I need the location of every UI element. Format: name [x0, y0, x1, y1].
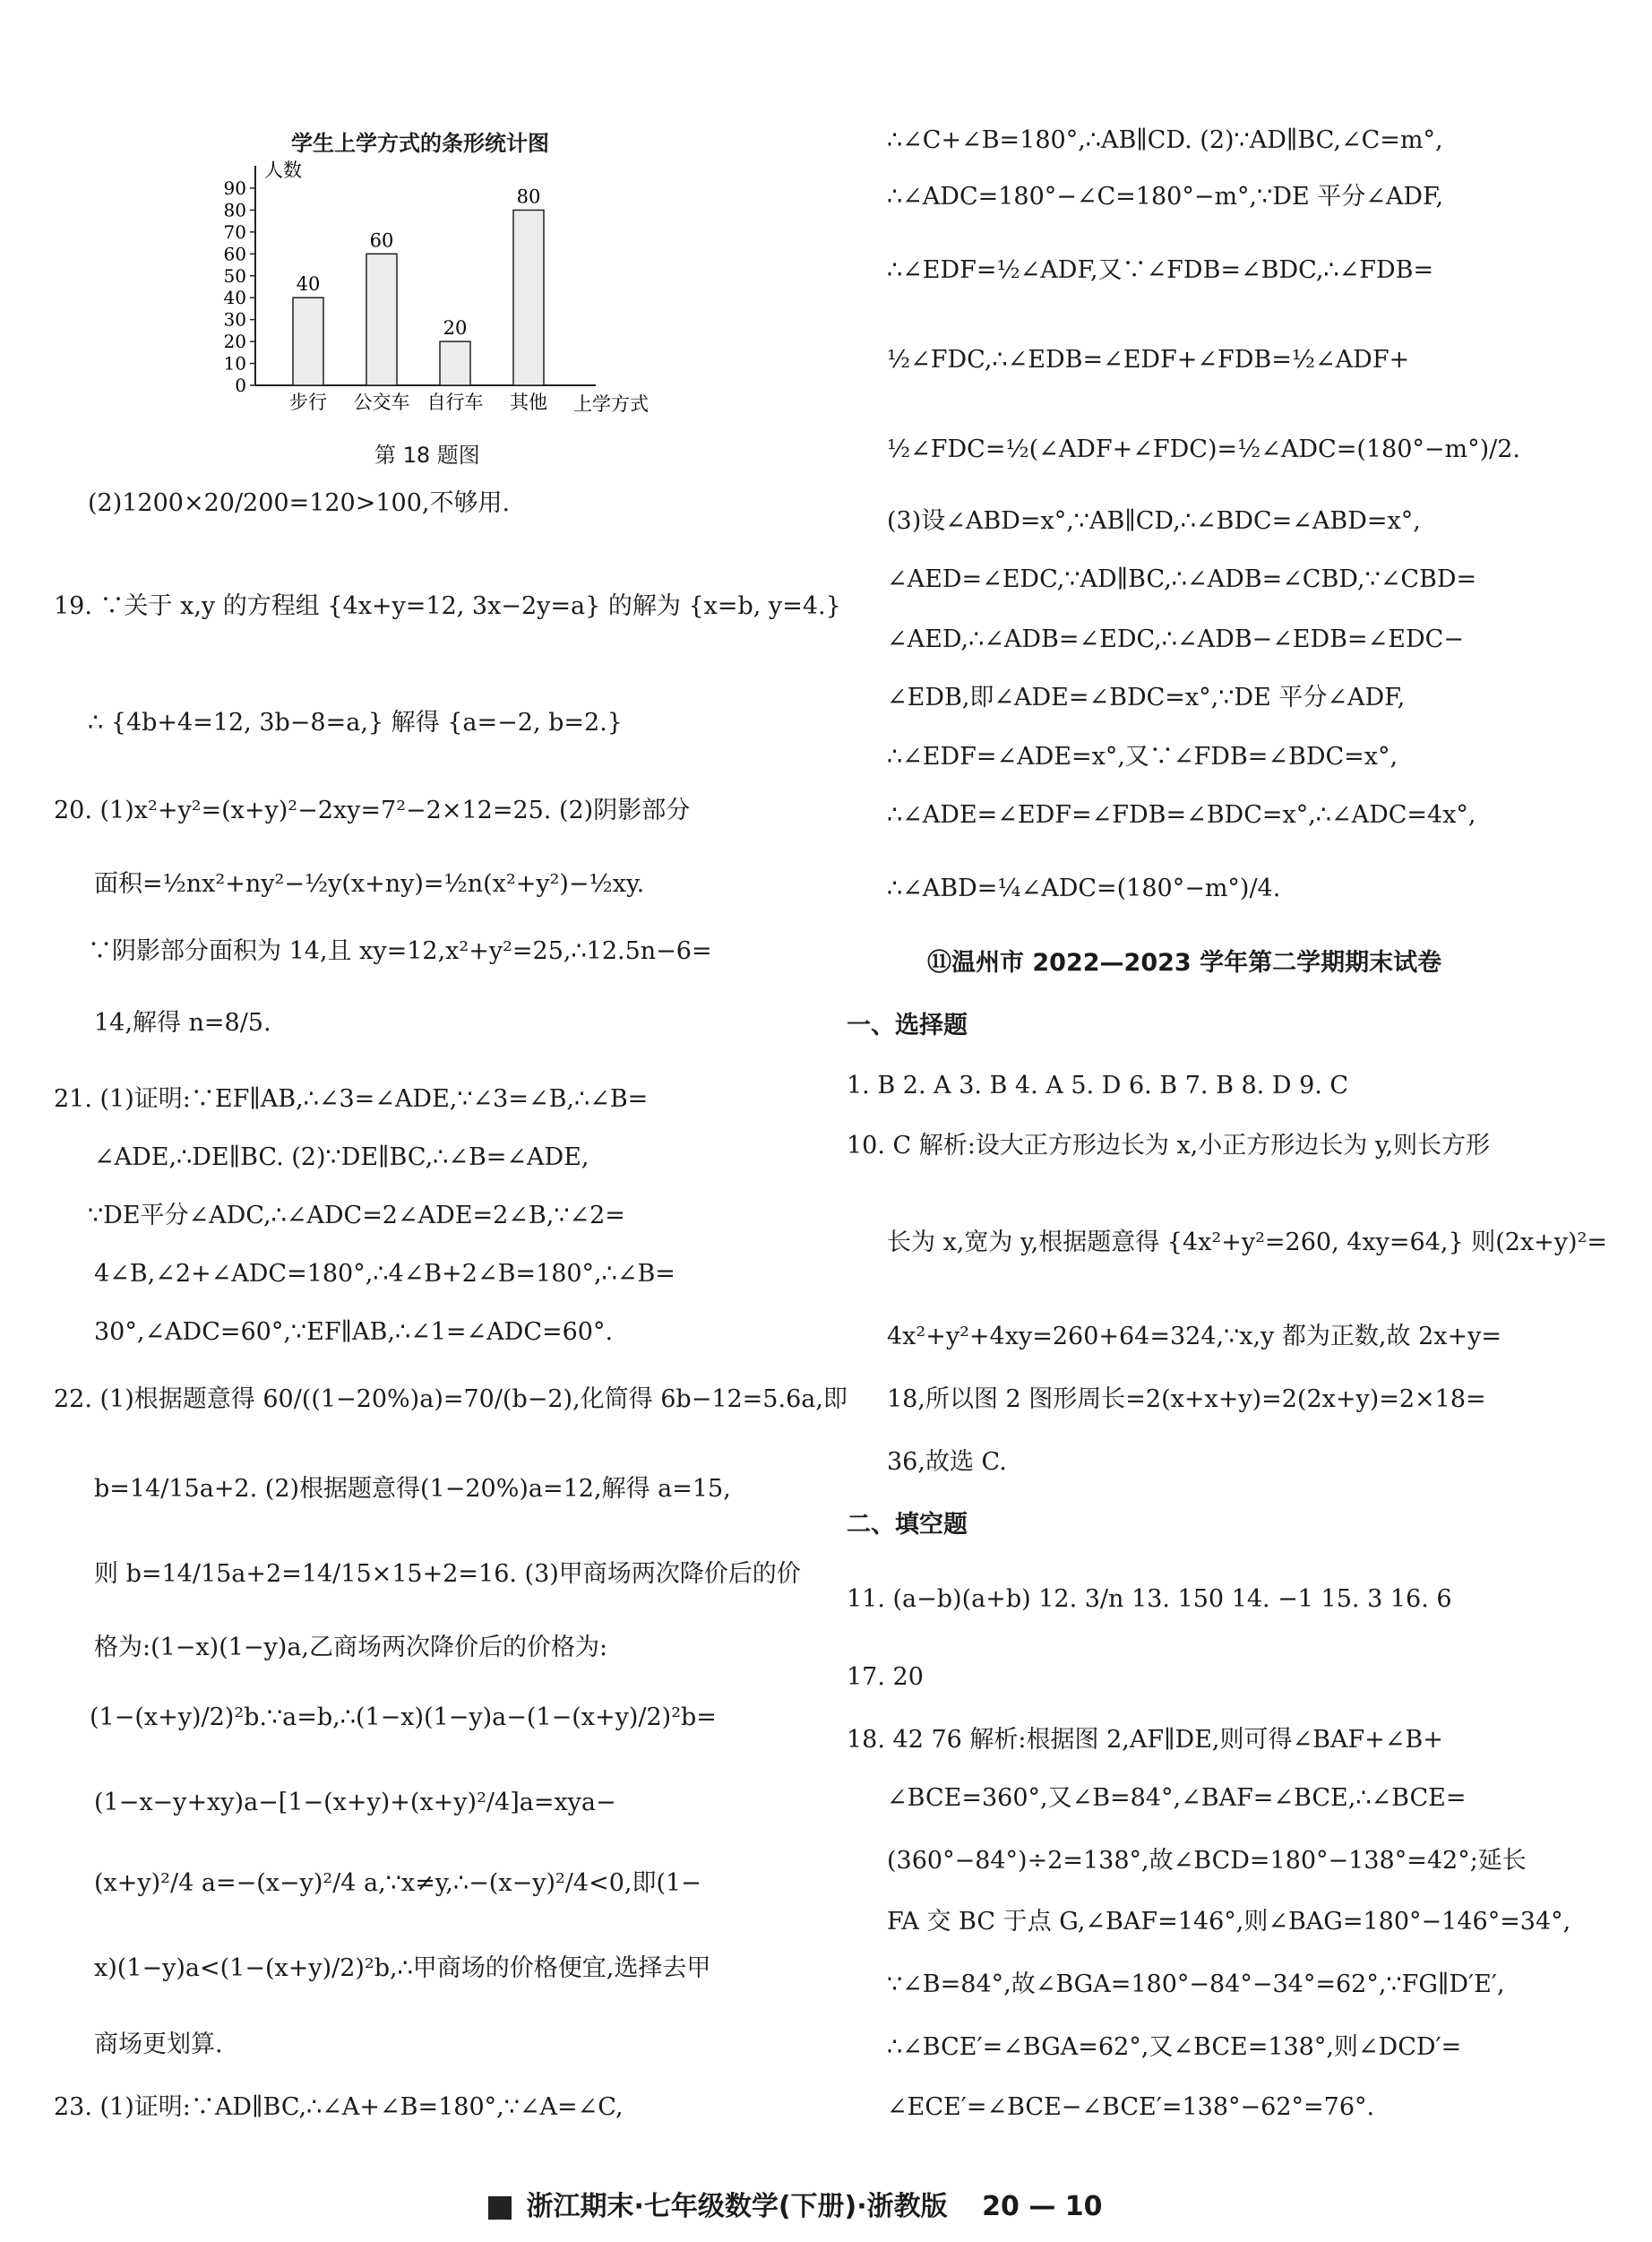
y-tick-label: 50 [223, 264, 246, 287]
q23-r5: ½∠FDC=½(∠ADF+∠FDC)=½∠ADC=(180°−m°)/2. [887, 435, 1521, 463]
y-tick-label: 40 [223, 287, 246, 309]
footer-title: 浙江期末·七年级数学(下册)·浙教版 [526, 2191, 948, 2222]
q23-r1: ∴∠C+∠B=180°,∴AB∥CD. (2)∵AD∥BC,∠C=m°, [887, 126, 1443, 154]
category-label: 自行车 [426, 392, 484, 413]
multiple-choice-answers: 1. B 2. A 3. B 4. A 5. D 6. B 7. B 8. D 9. C [847, 1072, 1349, 1099]
category-label: 其他 [510, 392, 547, 413]
q10-line4: 18,所以图 2 图形周长=2(x+x+y)=2(2x+y)=2×18= [887, 1385, 1486, 1413]
bar-value-label: 80 [516, 185, 541, 208]
q19-line1: 19. ∵关于 x,y 的方程组 {4x+y=12, 3x−2y=a} 的解为 {x=b, y=4.} [54, 592, 841, 620]
footer-logo-icon [488, 2196, 512, 2220]
q22-line7: (x+y)²/4 a=−(x−y)²/4 a,∵x≠y,∴−(x−y)²/4<0,即(1− [94, 1869, 701, 1897]
q10-line5: 36,故选 C. [887, 1448, 1007, 1476]
q23-r6: (3)设∠ABD=x°,∵AB∥CD,∴∠BDC=∠ABD=x°, [887, 507, 1421, 535]
q18-line4: FA 交 BC 于点 G,∠BAF=146°,则∠BAG=180°−146°=34°, [887, 1908, 1571, 1936]
section-choice: 一、选择题 [847, 1012, 968, 1039]
q22-line8: x)(1−y)a<(1−(x+y)/2)²b,∴甲商场的价格便宜,选择去甲 [94, 1954, 711, 1982]
category-label: 步行 [289, 392, 327, 413]
category-label: 公交车 [353, 392, 410, 413]
q18-line2: ∠BCE=360°,又∠B=84°,∠BAF=∠BCE,∴∠BCE= [887, 1784, 1467, 1812]
q20-line2: 面积=½nx²+ny²−½y(x+ny)=½n(x²+y²)−½xy. [94, 870, 645, 898]
page-footer [488, 2184, 1103, 2223]
bar-value-label: 60 [369, 229, 394, 252]
section-fill: 二、填空题 [847, 1511, 968, 1539]
q18-line7: ∠ECE′=∠BCE−∠BCE′=138°−62°=76°. [887, 2093, 1375, 2121]
q18-line3: (360°−84°)÷2=138°,故∠BCD=180°−138°=42°;延长 [887, 1847, 1527, 1875]
y-tick-label: 60 [223, 243, 246, 265]
bar-0 [293, 297, 323, 385]
q22-line2: b=14/15a+2. (2)根据题意得(1−20%)a=12,解得 a=15, [94, 1475, 731, 1503]
q23-r8: ∠AED,∴∠ADB=∠EDC,∴∠ADB−∠EDB=∠EDC− [887, 625, 1464, 653]
y-tick-label: 20 [223, 331, 246, 353]
x-axis-label: 上学方式 [573, 393, 649, 415]
q21-line3: ∵DE平分∠ADC,∴∠ADC=2∠ADE=2∠B,∵∠2= [88, 1202, 625, 1229]
q22-line4: 格为:(1−x)(1−y)a,乙商场两次降价后的价格为: [94, 1634, 608, 1661]
q19-line2: ∴ {4b+4=12, 3b−8=a,} 解得 {a=−2, b=2.} [88, 709, 623, 737]
q23-r3: ∴∠EDF=½∠ADF,又∵∠FDB=∠BDC,∴∠FDB= [887, 256, 1434, 284]
q23-r2: ∴∠ADC=180°−∠C=180°−m°,∵DE 平分∠ADF, [887, 183, 1444, 211]
y-tick-label: 10 [223, 352, 246, 375]
q21-line4: 4∠B,∠2+∠ADC=180°,∴4∠B+2∠B=180°,∴∠B= [94, 1260, 675, 1288]
q22-line9: 商场更划算. [94, 2031, 223, 2058]
y-tick-label: 70 [223, 220, 246, 243]
q20-line3: ∵阴影部分面积为 14,且 xy=12,x²+y²=25,∴12.5n−6= [88, 937, 712, 965]
bar-2 [440, 341, 470, 385]
q18-line1: 18. 42 76 解析:根据图 2,AF∥DE,则可得∠BAF+∠B+ [847, 1726, 1443, 1754]
bar-value-label: 40 [296, 273, 321, 296]
q23-r12: ∴∠ABD=¼∠ADC=(180°−m°)/4. [887, 875, 1281, 902]
q10-line3: 4x²+y²+4xy=260+64=324,∵x,y 都为正数,故 2x+y= [887, 1323, 1501, 1350]
q23-line1: 23. (1)证明:∵AD∥BC,∴∠A+∠B=180°,∵∠A=∠C, [54, 2093, 624, 2121]
q10-line1: 10. C 解析:设大正方形边长为 x,小正方形边长为 y,则长方形 [847, 1132, 1491, 1160]
y-tick-label: 90 [223, 177, 246, 199]
q22-line3: 则 b=14/15a+2=14/15×15+2=16. (3)甲商场两次降价后的价 [94, 1560, 801, 1588]
q21-line1: 21. (1)证明:∵EF∥AB,∴∠3=∠ADE,∵∠3=∠B,∴∠B= [54, 1085, 649, 1113]
q10-line2: 长为 x,宽为 y,根据题意得 {4x²+y²=260, 4xy=64,} 则(2x+y)²= [887, 1229, 1608, 1256]
y-tick-label: 80 [223, 199, 246, 221]
y-tick-label: 30 [223, 308, 246, 331]
q21-line2: ∠ADE,∴DE∥BC. (2)∵DE∥BC,∴∠B=∠ADE, [94, 1143, 589, 1171]
bar-chart [206, 157, 672, 426]
q22-line5: (1−(x+y)/2)²b.∵a=b,∴(1−x)(1−y)a−(1−(x+y)/2)²b= [90, 1703, 717, 1731]
fill-answers-2: 17. 20 [847, 1663, 924, 1691]
q23-r11: ∴∠ADE=∠EDF=∠FDB=∠BDC=x°,∴∠ADC=4x°, [887, 801, 1476, 829]
q20-line4: 14,解得 n=8/5. [94, 1009, 271, 1037]
q22-line6: (1−x−y+xy)a−[1−(x+y)+(x+y)²/4]a=xya− [94, 1789, 616, 1816]
q20-line1: 20. (1)x²+y²=(x+y)²−2xy=7²−2×12=25. (2)阴影部分 [54, 797, 691, 824]
q23-r10: ∴∠EDF=∠ADE=x°,又∵∠FDB=∠BDC=x°, [887, 743, 1398, 771]
chart-caption: 第 18 题图 [374, 443, 480, 468]
y-axis-label: 人数 [264, 160, 302, 181]
q23-r9: ∠EDB,即∠ADE=∠BDC=x°,∵DE 平分∠ADF, [887, 684, 1406, 711]
q18-part2: (2)1200×20/200=120>100,不够用. [88, 489, 511, 517]
fill-answers-1: 11. (a−b)(a+b) 12. 3/n 13. 150 14. −1 15. 3 16. 6 [847, 1585, 1452, 1613]
q18-line6: ∴∠BCE′=∠BGA=62°,又∠BCE=138°,则∠DCD′= [887, 2033, 1462, 2061]
q23-r7: ∠AED=∠EDC,∵AD∥BC,∴∠ADB=∠CBD,∵∠CBD= [887, 565, 1477, 593]
q18-line5: ∵∠B=84°,故∠BGA=180°−84°−34°=62°,∵FG∥D′E′, [887, 1970, 1505, 1998]
exam-title: ⑪温州市 2022—2023 学年第二学期期末试卷 [927, 949, 1442, 977]
q23-r4: ½∠FDC,∴∠EDB=∠EDF+∠FDB=½∠ADF+ [887, 346, 1410, 374]
chart-title: 学生上学方式的条形统计图 [291, 131, 549, 156]
q21-line5: 30°,∠ADC=60°,∵EF∥AB,∴∠1=∠ADC=60°. [94, 1318, 614, 1346]
bar-value-label: 20 [443, 317, 468, 340]
page-number: 20 — 10 [982, 2191, 1103, 2222]
bar-3 [513, 210, 544, 385]
bar-1 [366, 254, 397, 385]
q22-line1: 22. (1)根据题意得 60/((1−20%)a)=70/(b−2),化简得 6b−12=5.6a,即 [54, 1385, 848, 1413]
y-tick-label: 0 [235, 375, 246, 396]
